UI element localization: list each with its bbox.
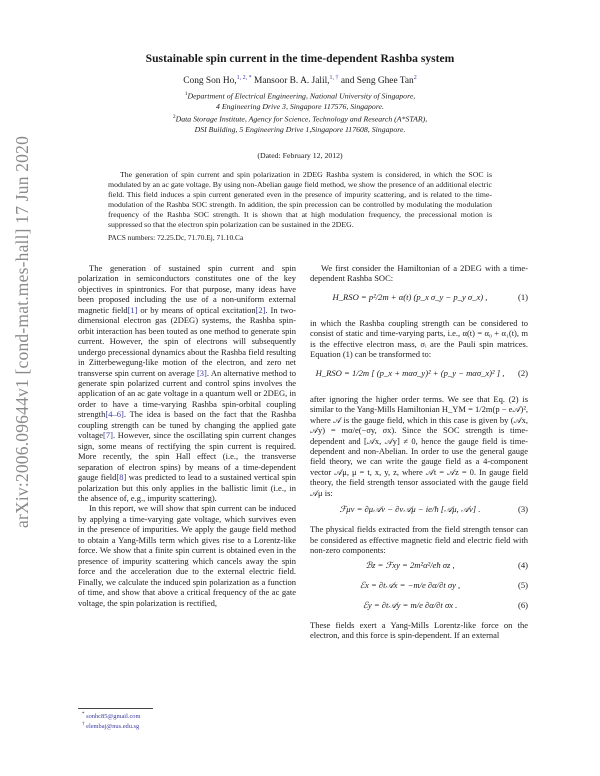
affiliation-2-line2: DSI Building, 5 Engineering Drive 1,Singapore 117608, Singapore.	[194, 124, 406, 134]
footnote-1[interactable]	[82, 712, 140, 720]
footnote-2-mark: †	[82, 722, 85, 727]
pacs-numbers: PACS numbers: 72.25.Dc, 71.70.Ej, 71.10.Ca	[108, 233, 244, 242]
footnote-2-email[interactable]: elembaj@nus.edu.sg	[86, 723, 140, 731]
author-list	[60, 75, 540, 86]
left-column	[78, 263, 296, 608]
hamiltonian-intro: We first consider the Hamiltonian of a 2DEG with a time-dependent Rashba SOC:	[310, 263, 528, 284]
affiliation-1-line2: 4 Engineering Drive 3, Singapore 117576, Singapore.	[216, 101, 384, 111]
equation-6-number: (6)	[517, 599, 528, 610]
abstract: The generation of spin current and spin polarization in 2DEG Rashba system is considered, in which the SOC is modulated by an ac gate voltage. By using non-Abelian gauge field method, we show the presence of an additional electric field. This field induces a spin current generated even in the presence of impurity scattering, and is related to the time-modulation of the Rashba SOC strength. In addition, the spin precession can be controlled by modulating the modulation frequency of the Rashba SOC strength. It is shown that at high modulation frequency, the precessional motion is suppressed so that the electron spin polarization can be sustained in the 2DEG.	[108, 170, 492, 230]
footnote-divider	[78, 708, 153, 709]
equation-4-number: (4)	[517, 559, 528, 570]
affiliation-1	[90, 89, 510, 112]
arxiv-identifier: arXiv:2006.09644v1 [cond-mat.mes-hall] 17 Jun 2020	[12, 135, 32, 528]
equation-3-number: (3)	[517, 504, 528, 515]
affiliation-1-line1: Department of Electrical Engineering, National University of Singapore,	[187, 91, 416, 101]
lorentz-force-paragraph: These fields exert a Yang-Mills Lorentz-like force on the electron, and this force is spin-dependent. If an external	[310, 619, 528, 641]
footnote-2[interactable]	[82, 722, 139, 730]
citation-7[interactable]: [7]	[103, 430, 113, 441]
equation-1-body: H_RSO = p²/2m + α(t) (p_x σ_y − p_y σ_x) ,	[332, 291, 488, 302]
gauge-field-paragraph: after ignoring the higher order terms. We see that Eq. (2) is similar to the Yang-Mills Hamiltonian H_YM = 1/2m(p − e𝒜)², where 𝒜 is the gauge field, which in this case is given by (𝒜x, 𝒜y) = mα/e(−σy, σx). Since the SOC strength is time-dependent and [𝒜x, 𝒜y] ≠ 0, hence the gauge field is time-dependent and non-Abelian. In order to use the general gauge field theory, we can write the gauge field as a 4-component vector 𝒜μ, μ = t, x, y, z, where 𝒜t = 𝒜z = 0. In gauge field theory, the field strength tensor associated with the gauge field 𝒜μ is:	[310, 393, 528, 498]
equation-5-body: ℰx = ∂t𝒜x = −m/e ∂α/∂t σy ,	[359, 579, 461, 590]
date-line: (Dated: February 12, 2012)	[257, 151, 343, 160]
equation-3-body: ℱμν = ∂μ𝒜ν − ∂ν𝒜μ − ie/ħ [𝒜μ, 𝒜ν] .	[339, 504, 481, 515]
affiliation-2-mark: 2	[172, 114, 176, 120]
equation-2-body: H_RSO = 1/2m [ (p_x + mασ_y)² + (p_y − mασ_x)² ] ,	[315, 367, 505, 378]
equation-4	[310, 556, 528, 576]
equation-2-number: (2)	[517, 367, 528, 378]
equation-1-number: (1)	[517, 291, 528, 302]
author-3: and Seng Ghee Tan	[340, 76, 414, 87]
equation-5-number: (5)	[517, 579, 528, 590]
affiliation-1-mark: 1	[184, 91, 188, 97]
intro-paragraph-2: In this report, we will show that spin current can be induced by applying a time-varying gate voltage, which survives even in the presence of impurities. We apply the gauge field method to obtain a Yang-Mills term which gives rise to a Lorentz-like force. We show that a finite spin current is obtained even in the presence of impurity scattering which cancels away the spin force and the acceleration due to the external electric field. Finally, we calculate the induced spin polarization as a function of time, and show that above a critical frequency of the ac gate voltage, the spin polarization is rectified,	[78, 503, 296, 608]
author-2-affil[interactable]: 1, †	[329, 75, 339, 81]
physical-fields-paragraph: The physical fields extracted from the field strength tensor can be considered as effective magnetic field and electric field with non-zero components:	[310, 524, 528, 556]
author-3-affil: 2	[413, 75, 417, 81]
footnote-1-mark: *	[82, 712, 85, 717]
affiliation-2-line1: Data Storage Institute, Agency for Science, Technology and Research (A*STAR),	[175, 114, 428, 124]
equation-2	[310, 360, 528, 394]
author-1: Cong Son Ho,	[183, 76, 237, 87]
author-1-affil[interactable]: 1, 2, *	[236, 75, 252, 81]
right-column	[310, 263, 528, 641]
affiliation-2	[90, 112, 510, 135]
coupling-paragraph: in which the Rashba coupling strength can be considered to consist of static and time-varying parts, i.e., α(t) = α₀ + α₁(t), m is the effective electron mass, σᵢ are the Pauli spin matrices. Equation (1) can be transformed to:	[310, 317, 528, 360]
footnote-1-email[interactable]: sonhc85@gmail.com	[86, 713, 141, 721]
citation-4-6[interactable]: [4–6]	[105, 409, 124, 420]
intro-paragraph-1: The generation of sustained spin current and spin polarization in semiconductors constitutes one of the key objectives in spintronics. For that purpose, many ideas have been proposed including the use of a non-uniform external magnetic field[1] or by means of optical excitation[2]. In two-dimensional electron gas (2DEG) systems, the Rashba spin-orbit interaction has been touted as one method to generate spin current. However, the spin of electrons will subsequently undergo precessional dynamics about the Rashba field resulting in Zitterbewegung-like motion of the electron, and zero net transverse spin current on average [3]. An alternative method to generate spin polarized current and control spins involves the application of an ac gate voltage in a quantum well or 2DEG, in order to have a time-varying Rashba spin-orbital coupling strength[4–6]. The idea is based on the fact that the Rashba coupling strength can be tuned by changing the applied gate voltage[7]. However, since the oscillating spin current changes sign, some means of rectifying the spin current is required. More recently, the spin Hall effect (i.e., the transverse separation of electron spins) by means of a time-dependent gauge field[8] was predicted to lead to a sustained vertical spin polarization but this only applies in the ballistic limit (i.e., in the absence of, e.g., impurity scattering).	[78, 263, 297, 503]
citation-3[interactable]: [3]	[196, 367, 207, 378]
equation-3	[310, 498, 528, 524]
citation-2[interactable]: [2]	[255, 304, 266, 315]
equation-6-body: ℰy = ∂t𝒜y = m/e ∂α/∂t σx .	[362, 599, 458, 610]
citation-1[interactable]: [1]	[127, 304, 138, 315]
equation-4-body: ℬz = ℱxy = 2m²α²/eħ σz ,	[365, 559, 455, 570]
author-2: Mansoor B. A. Jalil,	[254, 76, 330, 87]
paper-title: Sustainable spin current in the time-dependent Rashba system	[145, 52, 455, 65]
equation-1	[310, 284, 528, 318]
equation-5	[310, 576, 528, 596]
citation-8[interactable]: [8]	[116, 472, 127, 483]
equation-6	[310, 596, 528, 620]
